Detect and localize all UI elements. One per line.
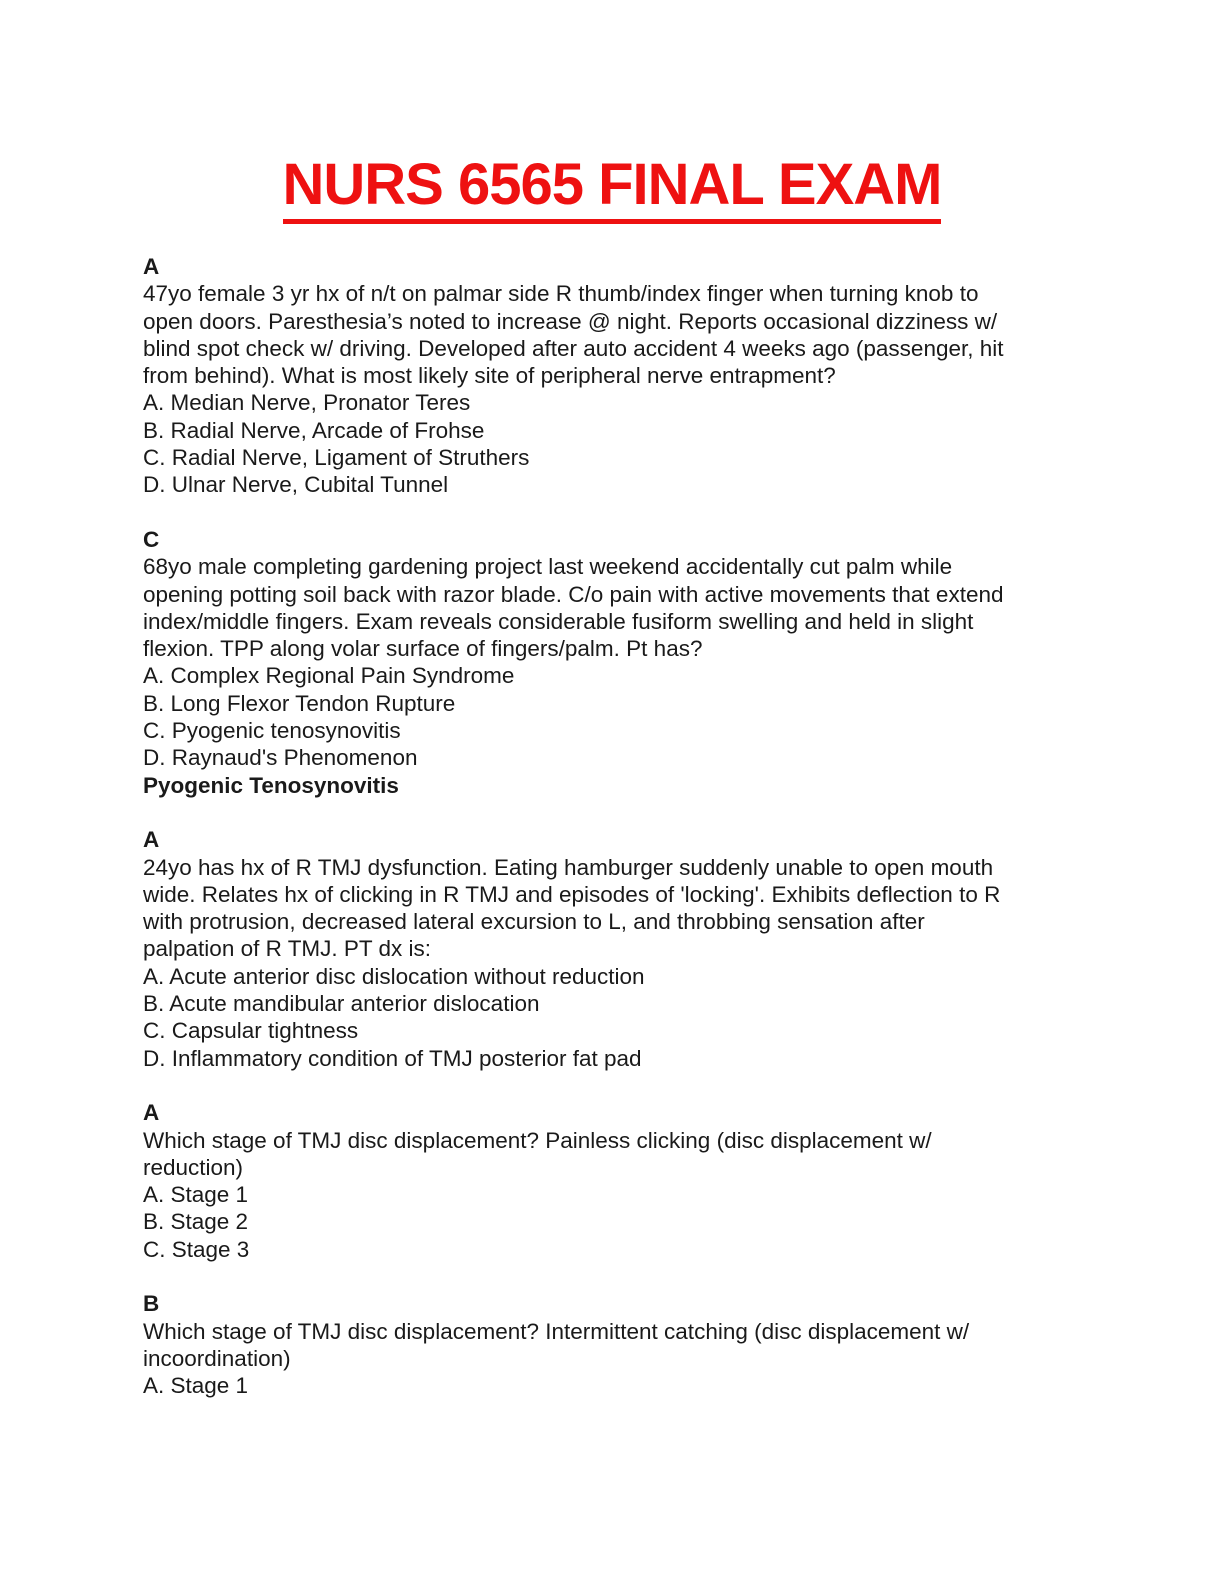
answer-option: C. Capsular tightness: [143, 1018, 359, 1044]
question-text-line: reduction): [143, 1154, 244, 1180]
question-1: [143, 253, 1083, 499]
answer-option: B. Radial Nerve, Arcade of Frohse: [143, 417, 485, 443]
question-5: [143, 1290, 1083, 1399]
question-text-line: open doors. Paresthesia’s noted to increase @ night. Reports occasional dizziness w/: [143, 308, 998, 334]
question-text-line: Which stage of TMJ disc displacement? Intermittent catching (disc displacement w/: [143, 1318, 970, 1344]
answer-option: B. Long Flexor Tendon Rupture: [143, 690, 456, 716]
page-title-text: NURS 6565 FINAL EXAM: [283, 151, 942, 224]
answer-option: C. Stage 3: [143, 1236, 250, 1262]
question-2: [143, 526, 1083, 799]
answer-key: A: [143, 827, 160, 853]
question-text-line: 68yo male completing gardening project last weekend accidentally cut palm while: [143, 554, 953, 580]
answer-option: D. Raynaud's Phenomenon: [143, 745, 418, 771]
question-text-line: Which stage of TMJ disc displacement? Painless clicking (disc displacement w/: [143, 1127, 932, 1153]
answer-option: C. Pyogenic tenosynovitis: [143, 718, 401, 744]
answer-option: A. Acute anterior disc dislocation without reduction: [143, 963, 645, 989]
answer-option: B. Acute mandibular anterior dislocation: [143, 991, 540, 1017]
question-text-line: flexion. TPP along volar surface of fingers/palm. Pt has?: [143, 636, 703, 662]
question-text-line: blind spot check w/ driving. Developed after auto accident 4 weeks ago (passenger, hit: [143, 335, 1004, 361]
answer-option: A. Stage 1: [143, 1182, 249, 1208]
answer-key: B: [143, 1291, 160, 1317]
answer-option: A. Median Nerve, Pronator Teres: [143, 390, 471, 416]
question-text-line: palpation of R TMJ. PT dx is:: [143, 936, 432, 962]
question-text-line: opening potting soil back with razor blade. C/o pain with active movements that extend: [143, 581, 1004, 607]
answer-option: D. Ulnar Nerve, Cubital Tunnel: [143, 472, 449, 498]
answer-explanation: Pyogenic Tenosynovitis: [143, 772, 399, 798]
question-text-line: wide. Relates hx of clicking in R TMJ and episodes of 'locking'. Exhibits deflection to R: [143, 881, 1001, 907]
question-text-line: 24yo has hx of R TMJ dysfunction. Eating hamburger suddenly unable to open mouth: [143, 854, 994, 880]
answer-option: A. Complex Regional Pain Syndrome: [143, 663, 515, 689]
question-4: [143, 1099, 1083, 1263]
answer-option: C. Radial Nerve, Ligament of Struthers: [143, 445, 530, 471]
answer-key: A: [143, 1100, 160, 1126]
question-text-line: index/middle fingers. Exam reveals considerable fusiform swelling and held in slight: [143, 608, 974, 634]
question-text-line: from behind). What is most likely site of peripheral nerve entrapment?: [143, 363, 836, 389]
question-text-line: incoordination): [143, 1345, 291, 1371]
answer-option: D. Inflammatory condition of TMJ posterior fat pad: [143, 1045, 642, 1071]
answer-key: A: [143, 254, 160, 279]
answer-option: A. Stage 1: [143, 1373, 249, 1399]
answer-option: B. Stage 2: [143, 1209, 249, 1235]
question-text-line: with protrusion, decreased lateral excursion to L, and throbbing sensation after: [143, 909, 925, 935]
page-title: [0, 150, 1224, 224]
question-list: [143, 253, 1083, 1427]
question-text-line: 47yo female 3 yr hx of n/t on palmar side R thumb/index finger when turning knob to: [143, 281, 979, 307]
answer-key: C: [143, 526, 160, 552]
question-3: [143, 826, 1083, 1072]
